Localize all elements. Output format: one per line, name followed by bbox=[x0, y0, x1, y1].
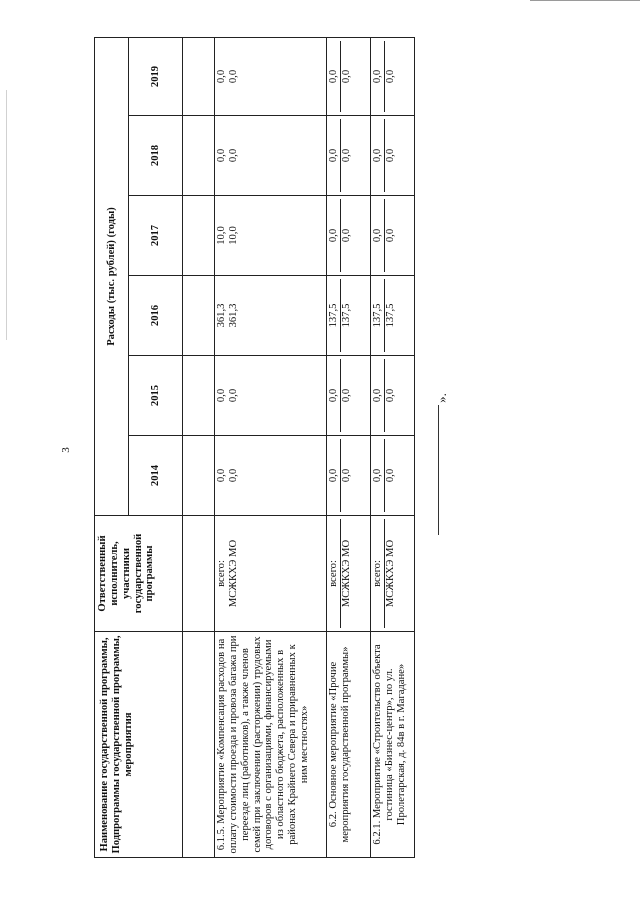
value-cell: 0,0 0,0 bbox=[327, 436, 371, 516]
value-cell: 0,0 0,0 bbox=[371, 196, 415, 276]
value-cell: 0,0 0,0 bbox=[371, 436, 415, 516]
scan-edge-top-right bbox=[530, 0, 640, 1]
row-responsible: всего: МСЖКХЭ МО bbox=[371, 516, 415, 632]
header-year: 2017 bbox=[129, 196, 183, 276]
value-cell: 0,0 0,0 bbox=[371, 356, 415, 436]
program-expenses-table bbox=[94, 37, 415, 858]
header-year: 2016 bbox=[129, 276, 183, 356]
header-expenses: Расходы (тыс. рублей) (годы) bbox=[95, 38, 129, 516]
value-cell: 361,3 361,3 bbox=[215, 276, 327, 356]
scan-edge-left bbox=[6, 90, 7, 340]
value-cell: 0,0 0,0 bbox=[327, 196, 371, 276]
table-row bbox=[215, 38, 327, 858]
continuation-row bbox=[183, 38, 215, 858]
value-cell: 0,0 0,0 bbox=[371, 38, 415, 116]
header-responsible: Ответственный исполнитель, участники государственной программы bbox=[95, 516, 183, 632]
page-number: 3 bbox=[60, 447, 72, 453]
header-program-name: Наименование государственной программы, Подпрограммы государственной программы, мероприятия bbox=[95, 632, 183, 858]
value-cell: 10,0 10,0 bbox=[215, 196, 327, 276]
row-name: 6.2. Основное мероприятие «Прочие мероприятия государственной программы» bbox=[327, 632, 371, 858]
closing-mark: ». bbox=[433, 393, 449, 403]
value-cell: 137,5 137,5 bbox=[327, 276, 371, 356]
table-row bbox=[371, 38, 415, 858]
header-year: 2015 bbox=[129, 356, 183, 436]
value-cell: 0,0 0,0 bbox=[371, 116, 415, 196]
value-cell: 137,5 137,5 bbox=[371, 276, 415, 356]
value-cell: 0,0 0,0 bbox=[327, 116, 371, 196]
signature-rule-line bbox=[438, 405, 439, 535]
rotated-table-container bbox=[94, 38, 407, 858]
header-year: 2014 bbox=[129, 436, 183, 516]
value-cell: 0,0 0,0 bbox=[327, 38, 371, 116]
row-responsible: всего: МСЖКХЭ МО bbox=[327, 516, 371, 632]
value-cell: 0,0 0,0 bbox=[215, 436, 327, 516]
continuation-text bbox=[183, 632, 215, 858]
value-cell: 0,0 0,0 bbox=[215, 356, 327, 436]
value-cell: 0,0 0,0 bbox=[215, 38, 327, 116]
row-name: 6.1.5. Мероприятие «Компенсация расходов на оплату стоимости проезда и провоза багажа при переезде лиц (работников), а также членов семей при заключении (расторжении) трудовых договоров с организациями, финансируемыми из областного бюджета, расположенных в районах Крайнего Севера и приравненных к ним местностях» bbox=[215, 632, 327, 858]
header-year: 2019 bbox=[129, 38, 183, 116]
row-responsible: всего: МСЖКХЭ МО bbox=[215, 516, 327, 632]
header-year: 2018 bbox=[129, 116, 183, 196]
value-cell: 0,0 0,0 bbox=[327, 356, 371, 436]
row-name: 6.2.1. Мероприятие «Строительство объекта гостиница «Бизнес-центр», по ул. Пролетарская, д. 84в в г. Магадане» bbox=[371, 632, 415, 858]
value-cell: 0,0 0,0 bbox=[215, 116, 327, 196]
table-row bbox=[327, 38, 371, 858]
